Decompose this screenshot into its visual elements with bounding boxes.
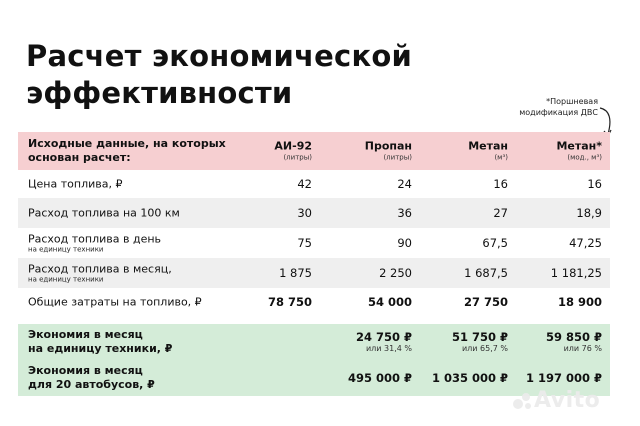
table-row bbox=[18, 258, 610, 288]
table-row bbox=[18, 170, 610, 198]
savings-cell: 59 850 ₽ или 76 % bbox=[545, 330, 602, 353]
cell-value: 16 bbox=[587, 177, 602, 191]
header-col-ai92: АИ-92 (литры) bbox=[274, 139, 312, 162]
row-label: Общие затраты на топливо, ₽ bbox=[28, 295, 202, 309]
economics-table bbox=[18, 132, 610, 396]
savings-cell: 24 750 ₽ или 31,4 % bbox=[355, 330, 412, 353]
cell-value: 1 687,5 bbox=[464, 266, 508, 280]
cell-value: 18,9 bbox=[576, 206, 602, 220]
cell-value: 27 750 bbox=[463, 295, 508, 309]
cell-value: 78 750 bbox=[267, 295, 312, 309]
savings-cell: 1 035 000 ₽ bbox=[431, 371, 508, 385]
row-label: Цена топлива, ₽ bbox=[28, 177, 123, 191]
cell-value: 24 bbox=[397, 177, 412, 191]
cell-value: 16 bbox=[493, 177, 508, 191]
header-col-methane: Метан (м³) bbox=[468, 139, 508, 162]
cell-value: 30 bbox=[297, 206, 312, 220]
savings-cell: 51 750 ₽ или 65,7 % bbox=[451, 330, 508, 353]
row-label: Экономия в месяц для 20 автобусов, ₽ bbox=[28, 364, 155, 391]
cell-value: 1 875 bbox=[279, 266, 312, 280]
cell-value: 2 250 bbox=[379, 266, 412, 280]
cell-value: 47,25 bbox=[569, 236, 602, 250]
title-line-1: Расчет экономической bbox=[26, 39, 412, 73]
row-label: Расход топлива на 100 км bbox=[28, 206, 180, 220]
cell-value: 1 181,25 bbox=[550, 266, 602, 280]
row-label: Экономия в месяц на единицу техники, ₽ bbox=[28, 328, 173, 355]
avito-logo-icon bbox=[512, 390, 534, 412]
savings-per-unit-row bbox=[18, 324, 610, 360]
table-row bbox=[18, 198, 610, 228]
cell-value: 54 000 bbox=[367, 295, 412, 309]
cell-value: 42 bbox=[297, 177, 312, 191]
table-row bbox=[18, 228, 610, 258]
page-title bbox=[26, 38, 412, 112]
cell-value: 36 bbox=[397, 206, 412, 220]
cell-value: 67,5 bbox=[482, 236, 508, 250]
footnote: *Поршневая модификация ДВС bbox=[519, 97, 598, 117]
table-row bbox=[18, 288, 610, 316]
row-label: Расход топлива в день на единицу техники bbox=[28, 232, 162, 254]
savings-cell: 1 197 000 ₽ bbox=[525, 371, 602, 385]
cell-value: 27 bbox=[493, 206, 508, 220]
row-label: Расход топлива в месяц, на единицу техники bbox=[28, 262, 172, 284]
header-label: Исходные данные, на которых основан расчет: bbox=[28, 137, 226, 164]
table-header bbox=[18, 132, 610, 170]
cell-value: 75 bbox=[297, 236, 312, 250]
header-col-propane: Пропан (литры) bbox=[364, 139, 412, 162]
cell-value: 90 bbox=[397, 236, 412, 250]
header-col-methane-mod: Метан* (мод., м³) bbox=[556, 139, 602, 162]
cell-value: 18 900 bbox=[557, 295, 602, 309]
title-line-2: эффективности bbox=[26, 76, 293, 110]
watermark: Avito bbox=[534, 388, 601, 413]
savings-cell: 495 000 ₽ bbox=[347, 371, 412, 385]
